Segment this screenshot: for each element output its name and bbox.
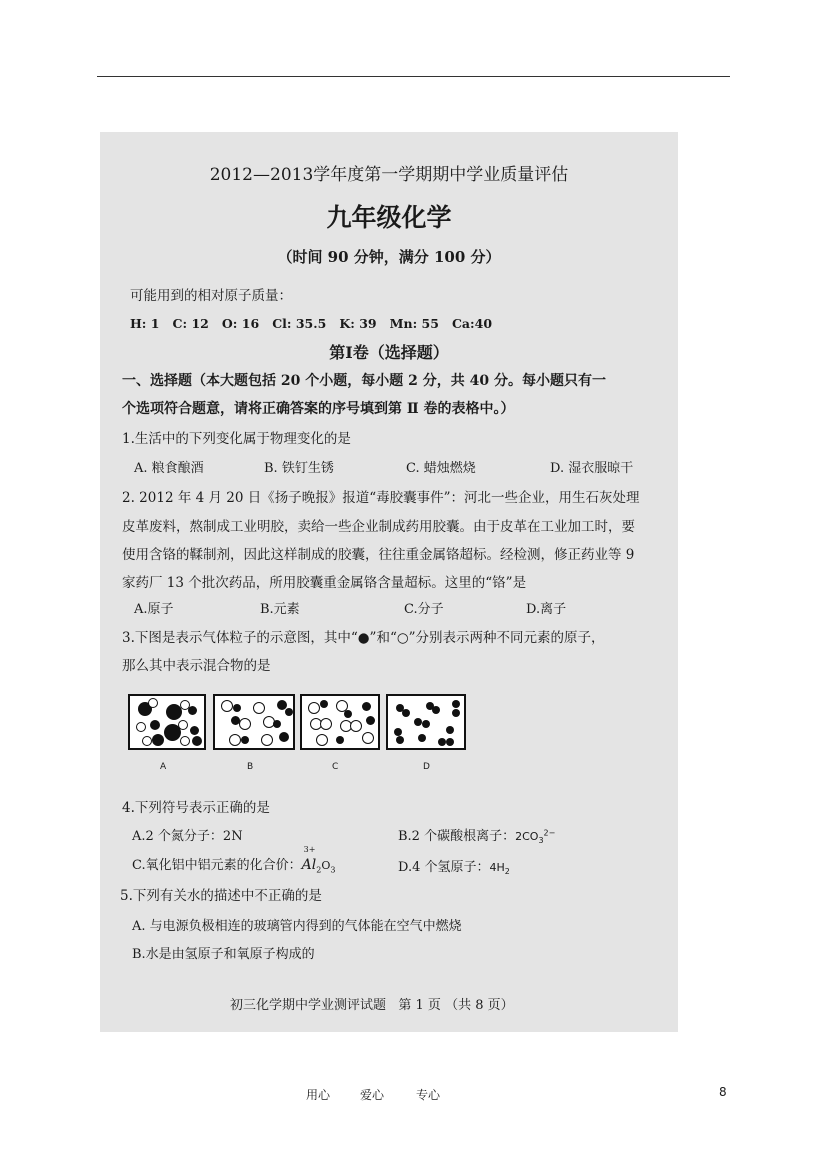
scan-page-footer: 初三化学期中学业测评试题 第 1 页 （共 8 页）	[230, 998, 514, 1013]
question-2-option-c: C.分子	[404, 602, 444, 617]
diagram-label-d: D	[423, 762, 430, 772]
atomic-mass-values: H: 1 C: 12 O: 16 Cl: 35.5 K: 39 Mn: 55 Ca:40	[130, 316, 493, 331]
diagram-label-b: B	[247, 762, 254, 772]
alumina-formula: 3+ $Al_2O_3$	[301, 845, 336, 875]
question-4-option-d: D.4 个氢原子：$4H_2$	[398, 860, 510, 877]
particle-diagram-b	[213, 694, 295, 750]
diagram-label-c: C	[332, 762, 339, 772]
question-1-stem: 1.生活中的下列变化属于物理变化的是	[122, 431, 351, 447]
footer-word-2: 爱心	[360, 1088, 385, 1102]
question-1-option-c: C. 蜡烛燃烧	[406, 461, 476, 476]
footer-word-1: 用心	[306, 1088, 331, 1102]
hydrogen-formula: $4H_2$	[489, 861, 510, 877]
question-4-option-c: C.氧化铝中铝元素的化合价： 3+ $Al_2O_3$	[132, 845, 336, 875]
question-2-line1: 2. 2012 年 4 月 20 日《扬子晚报》报道“毒胶囊事件”：河北一些企业，用生石灰处理	[122, 490, 640, 506]
question-4-option-b: B.2 个碳酸根离子：$2CO_3^{2-}$	[398, 828, 556, 846]
question-2-option-a: A.原子	[134, 602, 174, 617]
particle-diagram-c	[300, 694, 380, 750]
section-instruction-line1: 一、选择题（本大题包括 20 个小题，每小题 2 分，共 40 分。每小题只有一	[122, 373, 606, 389]
header-rule	[97, 76, 730, 77]
question-3-line2: 那么其中表示混合物的是	[122, 658, 271, 674]
section-title: 第Ⅰ卷（选择题）	[329, 343, 449, 362]
page-number: 8	[719, 1085, 727, 1099]
atomic-mass-label: 可能用到的相对原子质量：	[130, 288, 292, 304]
question-1-option-b: B. 铁钉生锈	[264, 461, 334, 476]
subject-title: 九年级化学	[326, 203, 452, 232]
footer-word-3: 专心	[416, 1088, 441, 1102]
question-4-option-a: A.2 个氮分子：2N	[132, 829, 243, 844]
question-1-option-a: A. 粮食酿酒	[134, 461, 204, 476]
question-2-line2: 皮革废料，熬制成工业明胶，卖给一些企业制成药用胶囊。由于皮革在工业加工时，要	[122, 519, 635, 535]
scanned-exam-page	[100, 132, 678, 1032]
question-2-option-b: B.元素	[260, 602, 300, 617]
carbonate-formula: $2CO_3^{2-}$	[515, 828, 556, 846]
question-4-stem: 4.下列符号表示正确的是	[122, 800, 270, 816]
section-instruction-line2: 个选项符合题意，请将正确答案的序号填到第 Ⅱ 卷的表格中。）	[122, 401, 515, 417]
diagram-label-a: A	[160, 762, 167, 772]
question-5-option-a: A. 与电源负极相连的玻璃管内得到的气体能在空气中燃烧	[132, 919, 462, 934]
particle-diagram-a	[128, 694, 206, 750]
question-5-stem: 5.下列有关水的描述中不正确的是	[120, 888, 322, 904]
particle-diagram-d	[386, 694, 466, 750]
exam-title: 2012—2013学年度第一学期期中学业质量评估	[209, 165, 569, 185]
question-1-option-d: D. 湿衣服晾干	[550, 461, 634, 476]
question-5-option-b: B.水是由氢原子和氧原子构成的	[132, 947, 315, 962]
question-2-option-d: D.离子	[526, 602, 567, 617]
time-note: （时间 90 分钟，满分 100 分）	[277, 248, 501, 266]
question-2-line4: 家药厂 13 个批次药品，所用胶囊重金属铬含量超标。这里的“铬”是	[122, 575, 527, 591]
question-2-line3: 使用含铬的鞣制剂，因此这样制成的胶囊，往往重金属铬超标。经检测，修正药业等 9	[122, 547, 635, 563]
question-3-line1: 3.下图是表示气体粒子的示意图，其中“●”和“○”分别表示两种不同元素的原子，	[122, 630, 605, 646]
